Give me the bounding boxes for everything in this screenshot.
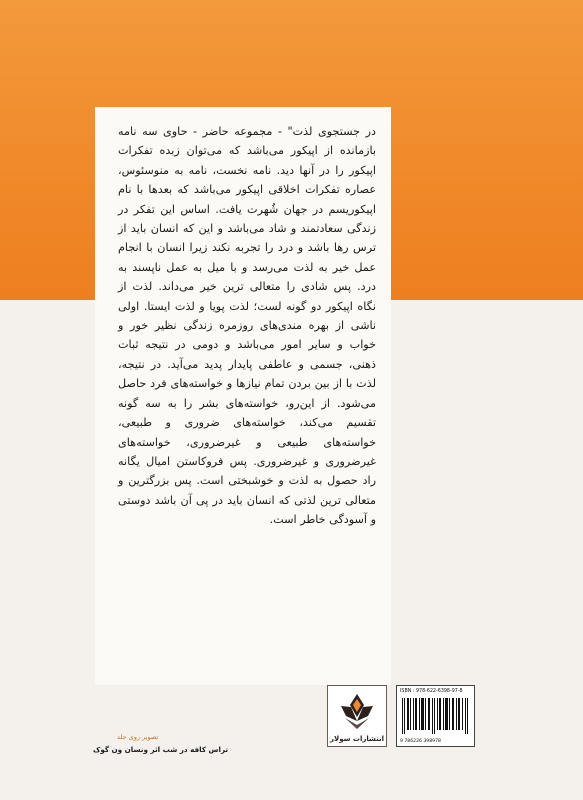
isbn-label: ISBN : 978-622-6398-97-8 [400,689,463,694]
barcode-digits: 9 786226 398978 [400,739,441,744]
publisher-lotus-logo-icon [337,691,377,731]
back-cover-body-text [118,122,376,530]
barcode-box [396,685,475,747]
body-paragraph: در جستجوی لذت" - مجموعه حاضر - حاوی سه نامه بازمانده از اپیکور می‌باشد که می‌توان زبده تفکرات اپیکور را در آنها دید. نامه نخست، نامه به منوسئوس، عصاره تفکرات اخلاقی اپیکور می‌باشد که بعدها با نام اپیکوریسم در جهان شُهرت یافت. اساس این تفکر در زندگی سعادتمند و شاد می‌باشد و این که انسان باید از ترس رها باشد و درد را تجربه نکند زیرا انسان با انجام عمل خیر به لذت می‌رسد و با میل به عمل ناپسند به درد. پس شادی را متعالی ترین خیر می‌داند. لذت از نگاه اپیکور دو گونه لست؛ لذت پویا و لذت ایستا. اولی ناشی از بهره مندی‌های روزمره زندگی نظیر خور و خواب و سایر امور می‌باشد و دومی در نتیجه ثبات ذهنی، جسمی و عاطفی پایدار پدید می‌آید. در نتیجه، لذت با از بین بردن تمام نیازها و خواسته‌های فرد حاصل می‌شود. از این‌رو، خواسته‌های بشر را به سه گونه تقسیم می‌کند، خواسته‌های ضروری و طبیعی، خواسته‌های طبیعی و غیرضروری، خواسته‌های غیرضروری و غیرضروری. پس فروکاستن امیال یگانه راد حصول به لذت و خوشبختی است. پس بزرگترین و متعالی ترین لذتی که انسان باید در پی آن باشد دوستی و آسودگی خاطر است. [118,125,376,527]
cover-credit-label: تصویر روی جلد [117,733,159,741]
publisher-logo [327,685,387,747]
barcode-icon [402,698,468,734]
publisher-name: انتشارات سولار [329,735,385,743]
cover-credit-title: تراس کافه در شب اثر ونسان ون گوک [93,745,229,754]
